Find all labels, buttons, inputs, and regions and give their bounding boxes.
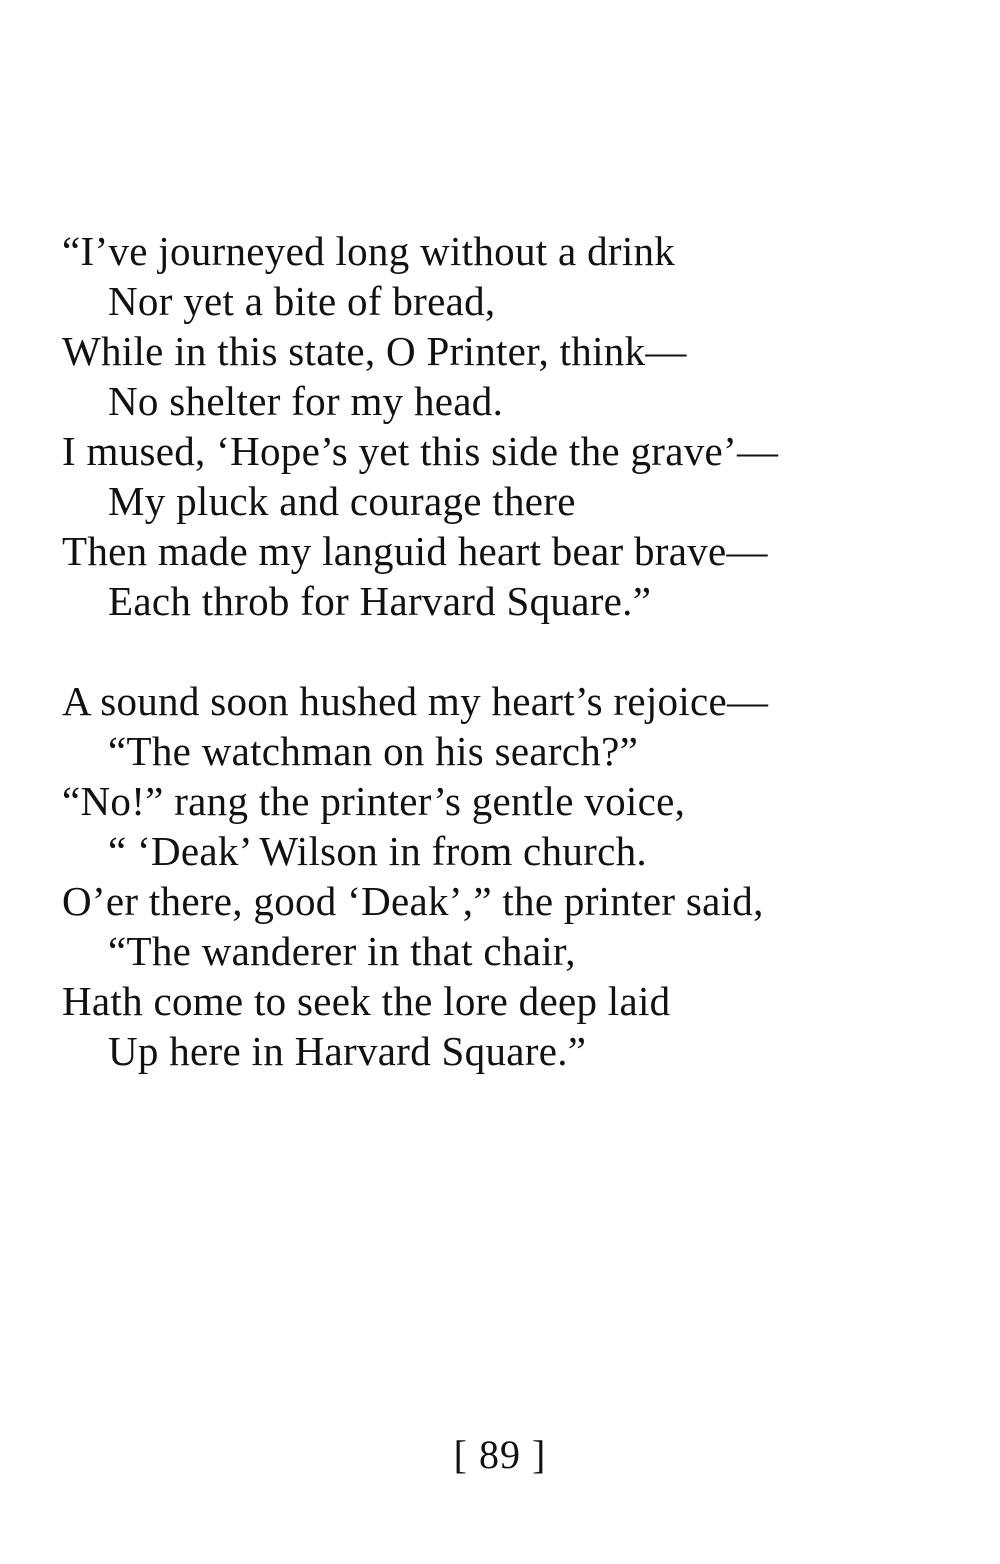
verse-line: Then made my languid heart bear brave—	[62, 528, 768, 574]
verse-line: No shelter for my head.	[108, 378, 504, 424]
verse-line: Nor yet a bite of bread,	[108, 278, 496, 324]
stanza-2	[62, 676, 962, 1076]
stanza-1	[62, 226, 962, 626]
verse-line: “I’ve journeyed long without a drink	[62, 228, 676, 274]
verse-line: While in this state, O Printer, think—	[62, 328, 687, 374]
verse-line: Each throb for Harvard Square.”	[108, 578, 652, 624]
verse-line: “The watchman on his search?”	[108, 728, 639, 774]
verse-line: Hath come to seek the lore deep laid	[62, 978, 671, 1024]
verse-line: I mused, ‘Hope’s yet this side the grave’—	[62, 428, 779, 474]
page-number: [ 89 ]	[453, 1432, 547, 1477]
verse-line: A sound soon hushed my heart’s rejoice—	[62, 678, 769, 724]
verse-line: “No!” rang the printer’s gentle voice,	[62, 778, 686, 824]
verse-line: “The wanderer in that chair,	[108, 928, 576, 974]
verse-line: My pluck and courage there	[108, 478, 576, 524]
verse-line: O’er there, good ‘Deak’,” the printer said,	[62, 878, 764, 924]
verse-line: “ ‘Deak’ Wilson in from church.	[108, 828, 647, 874]
verse-line: Up here in Harvard Square.”	[108, 1028, 587, 1074]
